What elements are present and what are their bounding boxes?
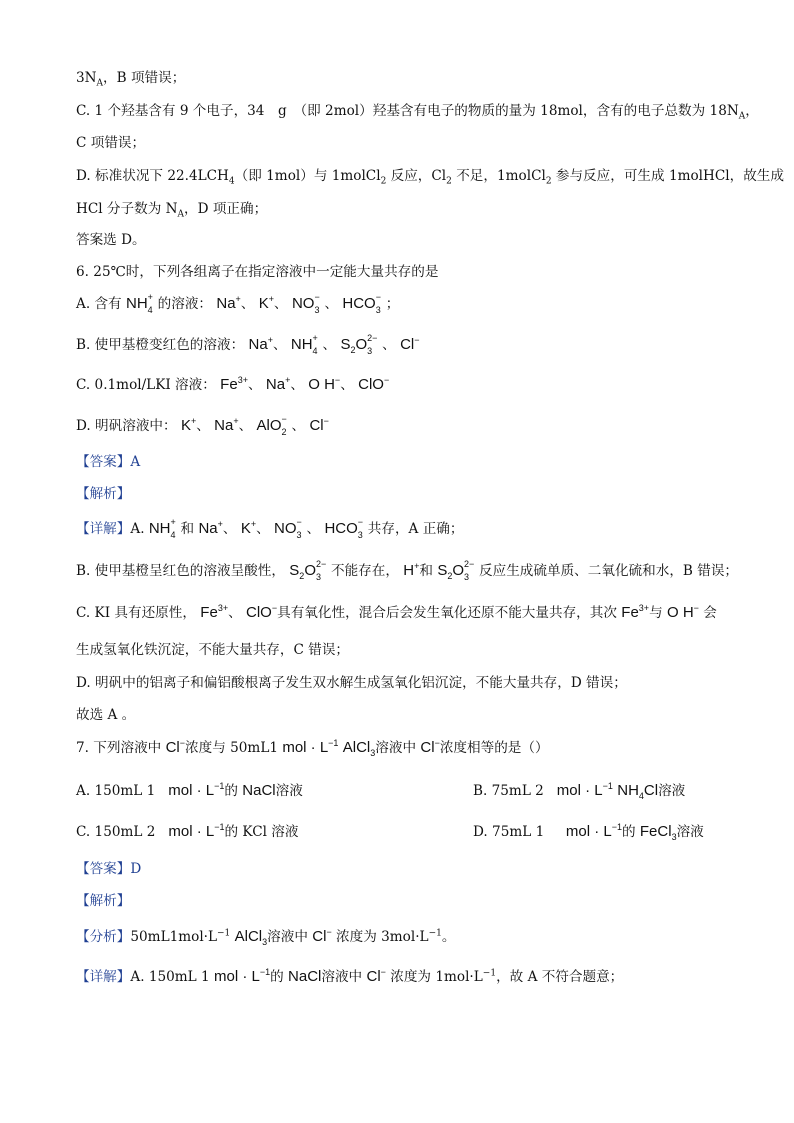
text-line: 故选 A 。 xyxy=(76,707,136,723)
q6-option-a: A. 含有 NH + 4 的溶液： Na+、 K+、 NO − 3 、 HCO − 3 ； xyxy=(76,292,400,316)
unit-mol-per-l: mol · $L^{-1}$ xyxy=(565,822,622,840)
text: D. 标准状况下 22.4LCH xyxy=(76,168,229,184)
text: 的溶液： xyxy=(157,296,213,312)
text-line: 生成氢氧化铁沉淀，不能大量共存，C 错误； xyxy=(76,642,350,658)
formula-nacl: NaCl xyxy=(242,782,276,799)
ion-fe3: $Fe^{3+}$ xyxy=(621,603,650,621)
text: 不足，1molCl xyxy=(451,168,546,184)
ion-na: Na+ xyxy=(214,416,239,434)
q6-option-b: B. 使甲基橙变红色的溶液： Na+、 NH + 4 、 $S_2O$ 2− 3 、 Cl− xyxy=(76,333,420,357)
question-6-stem xyxy=(76,262,722,282)
ion-na: Na+ xyxy=(248,335,273,353)
text: 3N xyxy=(76,70,97,86)
ion-cl: Cl− xyxy=(309,416,329,434)
subscript: A xyxy=(177,209,185,220)
text: 6. 25℃时，下列各组离子在指定溶液中一定能大量共存的是 xyxy=(76,264,439,280)
ion-na: Na+ xyxy=(265,375,291,393)
q6-detail-a: 【详解】A. NH + 4 和 Na+、 K+、 NO − 3 、 HCO − 3 共存，A 正确； xyxy=(76,517,464,541)
q6-detail-c: C. KI 具有还原性， $Fe^{3+}$、 ClO−具有氧化性，混合后会发生氧化还原不能大量共存，其次 $Fe^{3+}$与 O H− 会 xyxy=(76,603,717,621)
q7-detail: 【详解】A. 150mL 1 mol · $L^{-1}$的 NaCl溶液中 Cl− 浓度为 $1mol\cdot L^{-1}$，故 A 不符合题意； xyxy=(76,967,624,985)
analysis-tag: 【分析】 xyxy=(76,929,131,945)
text-line xyxy=(76,133,722,153)
answer-label: 【答案】A xyxy=(76,454,141,470)
q6-detail-b: B. 使甲基橙呈红色的溶液呈酸性， $S_2O$ 2− 3 不能存在， H+和 $S_2O$ 2− 3 反应生成硫单质、二氧化硫和水，B 错误； xyxy=(76,559,739,583)
ion-cl: Cl− xyxy=(366,967,386,985)
text: C. 1 个羟基含有 9 个电子，34 g （即 2mol）羟基含有电子的物质的量为 18mol，含有的电子总数为 18N xyxy=(76,103,739,119)
ion-hco3: HCO − 3 xyxy=(342,292,381,316)
q6-option-d: D. 明矾溶液中： K+、 Na+、 AlO − 2 、 Cl− xyxy=(76,414,329,438)
text: （即 1mol）与 1molCl xyxy=(234,168,381,184)
ion-clo: ClO− xyxy=(358,375,390,393)
formula-nacl: NaCl xyxy=(288,968,322,985)
text: C 项错误； xyxy=(76,135,146,151)
ion-s2o3: $S_2O$ 2− 3 xyxy=(289,559,327,583)
text: ，B 项错误； xyxy=(103,70,186,86)
text-line xyxy=(76,166,784,187)
unit-mol-per-l: mol · $L^{-1}$ xyxy=(282,738,339,756)
q7-options-row-1 xyxy=(76,781,722,801)
ion-no3: NO − 3 xyxy=(291,292,320,316)
text: HCl 分子数为 N xyxy=(76,201,178,217)
formula-alcl3: AlCl$_3$ xyxy=(342,739,376,758)
detail-label: 【详解】 xyxy=(76,969,131,985)
detail-label: 【详解】 xyxy=(76,521,131,537)
formula-fecl3: FeCl$_3$ xyxy=(639,823,677,842)
ion-s2o3: $S_2O$ 2− 3 xyxy=(437,559,475,583)
answer-label: 【答案】D xyxy=(76,861,142,877)
text: C. 0.1mol/LKI 溶液： xyxy=(76,377,216,393)
text: 反应，Cl xyxy=(386,168,447,184)
ion-k: K+ xyxy=(240,519,257,537)
ion-clo: ClO− xyxy=(246,603,278,621)
q7-analysis-heading xyxy=(76,891,722,911)
text: A. 含有 xyxy=(76,296,122,312)
q7-option-d: D. 75mL 1 mol · $L^{-1}$的 FeCl$_3$溶液 xyxy=(473,822,704,842)
subscript: A xyxy=(738,111,746,122)
q7-option-b: B. 75mL 2 mol · $L^{-1}$ $NH_4Cl$溶液 xyxy=(473,781,686,801)
subscript: 2 xyxy=(446,176,452,187)
ion-h: H+ xyxy=(403,561,420,579)
ion-k: K+ xyxy=(180,416,197,434)
subscript: 2 xyxy=(545,176,552,187)
text-line xyxy=(76,101,759,122)
ion-cl: Cl− xyxy=(312,927,332,945)
subscript: 2 xyxy=(380,176,387,187)
question-7-stem: 7. 下列溶液中 Cl−浓度与 50mL1 mol · $L^{-1}$ AlCl$_3$溶液中 Cl−浓度相等的是（） xyxy=(76,738,549,758)
ion-no3: NO − 3 xyxy=(274,517,302,541)
text-line xyxy=(76,199,722,219)
ion-k: K+ xyxy=(258,294,275,312)
ion-fe3: $Fe^{3+}$ xyxy=(200,603,229,621)
text: 参与反应，可生成 1molHCl，故生成 xyxy=(551,168,784,184)
ion-nh4: NH + 4 xyxy=(290,333,318,357)
unit-mol-per-l: mol · $L^{-1}$ xyxy=(168,781,225,799)
subscript: 4 xyxy=(228,176,235,187)
ion-cl: Cl− xyxy=(165,738,186,756)
formula-alcl3: AlCl$_3$ xyxy=(234,928,268,947)
analysis-label: 【解析】 xyxy=(76,486,131,502)
ion-hco3: HCO − 3 xyxy=(324,517,364,541)
formula-nh4cl: $NH_4Cl$ xyxy=(617,782,659,801)
text: ，D 项正确； xyxy=(184,201,268,217)
ion-oh: O H− xyxy=(308,375,341,393)
text: ， xyxy=(745,103,759,119)
unit-mol-per-l: mol · $L^{-1}$ xyxy=(214,967,271,985)
text-line: D. 明矾中的铝离子和偏铝酸根离子发生双水解生成氢氧化铝沉淀，不能大量共存，D 错误； xyxy=(76,675,627,691)
ion-na: Na+ xyxy=(216,294,241,312)
q7-options-row-2 xyxy=(76,822,722,842)
unit-mol-per-l: mol · $L^{-1}$ xyxy=(556,781,613,799)
text: B. 使甲基橙变红色的溶液： xyxy=(76,337,245,353)
text-line xyxy=(76,230,722,250)
text: D. 明矾溶液中： xyxy=(76,418,177,434)
ion-alo2: AlO − 2 xyxy=(256,414,287,438)
ion-nh4: NH + 4 xyxy=(148,517,176,541)
q7-option-a: A. 150mL 1 mol · $L^{-1}$的 NaCl溶液 xyxy=(76,781,303,799)
ion-na: Na+ xyxy=(198,519,223,537)
ion-s2o3: $S_2O$ 2− 3 xyxy=(340,333,378,357)
q7-analysis: 【分析】$50mL1mol\cdot L^{-1}$ AlCl$_3$溶液中 Cl− 浓度为 $3mol\cdot L^{-1}$。 xyxy=(76,927,456,947)
q7-option-c: C. 150mL 2 mol · $L^{-1}$的 KCl 溶液 xyxy=(76,822,299,840)
text: 答案选 D。 xyxy=(76,232,146,248)
text-line xyxy=(76,68,722,88)
ion-nh4: NH + 4 xyxy=(125,292,153,316)
q6-option-c: C. 0.1mol/LKI 溶液： $Fe^{3+}$、 Na+、 O H−、 ClO− xyxy=(76,375,390,393)
q6-analysis-heading xyxy=(76,484,722,504)
ion-cl: Cl− xyxy=(420,738,440,756)
ion-cl: Cl− xyxy=(400,335,420,353)
ion-fe3: $Fe^{3+}$ xyxy=(220,375,248,393)
ion-oh: O H− xyxy=(666,603,699,621)
q7-answer xyxy=(76,859,722,879)
analysis-label: 【解析】 xyxy=(76,893,131,909)
unit-mol-per-l: mol · $L^{-1}$ xyxy=(168,822,225,840)
q6-answer xyxy=(76,452,722,472)
subscript: A xyxy=(96,78,104,89)
